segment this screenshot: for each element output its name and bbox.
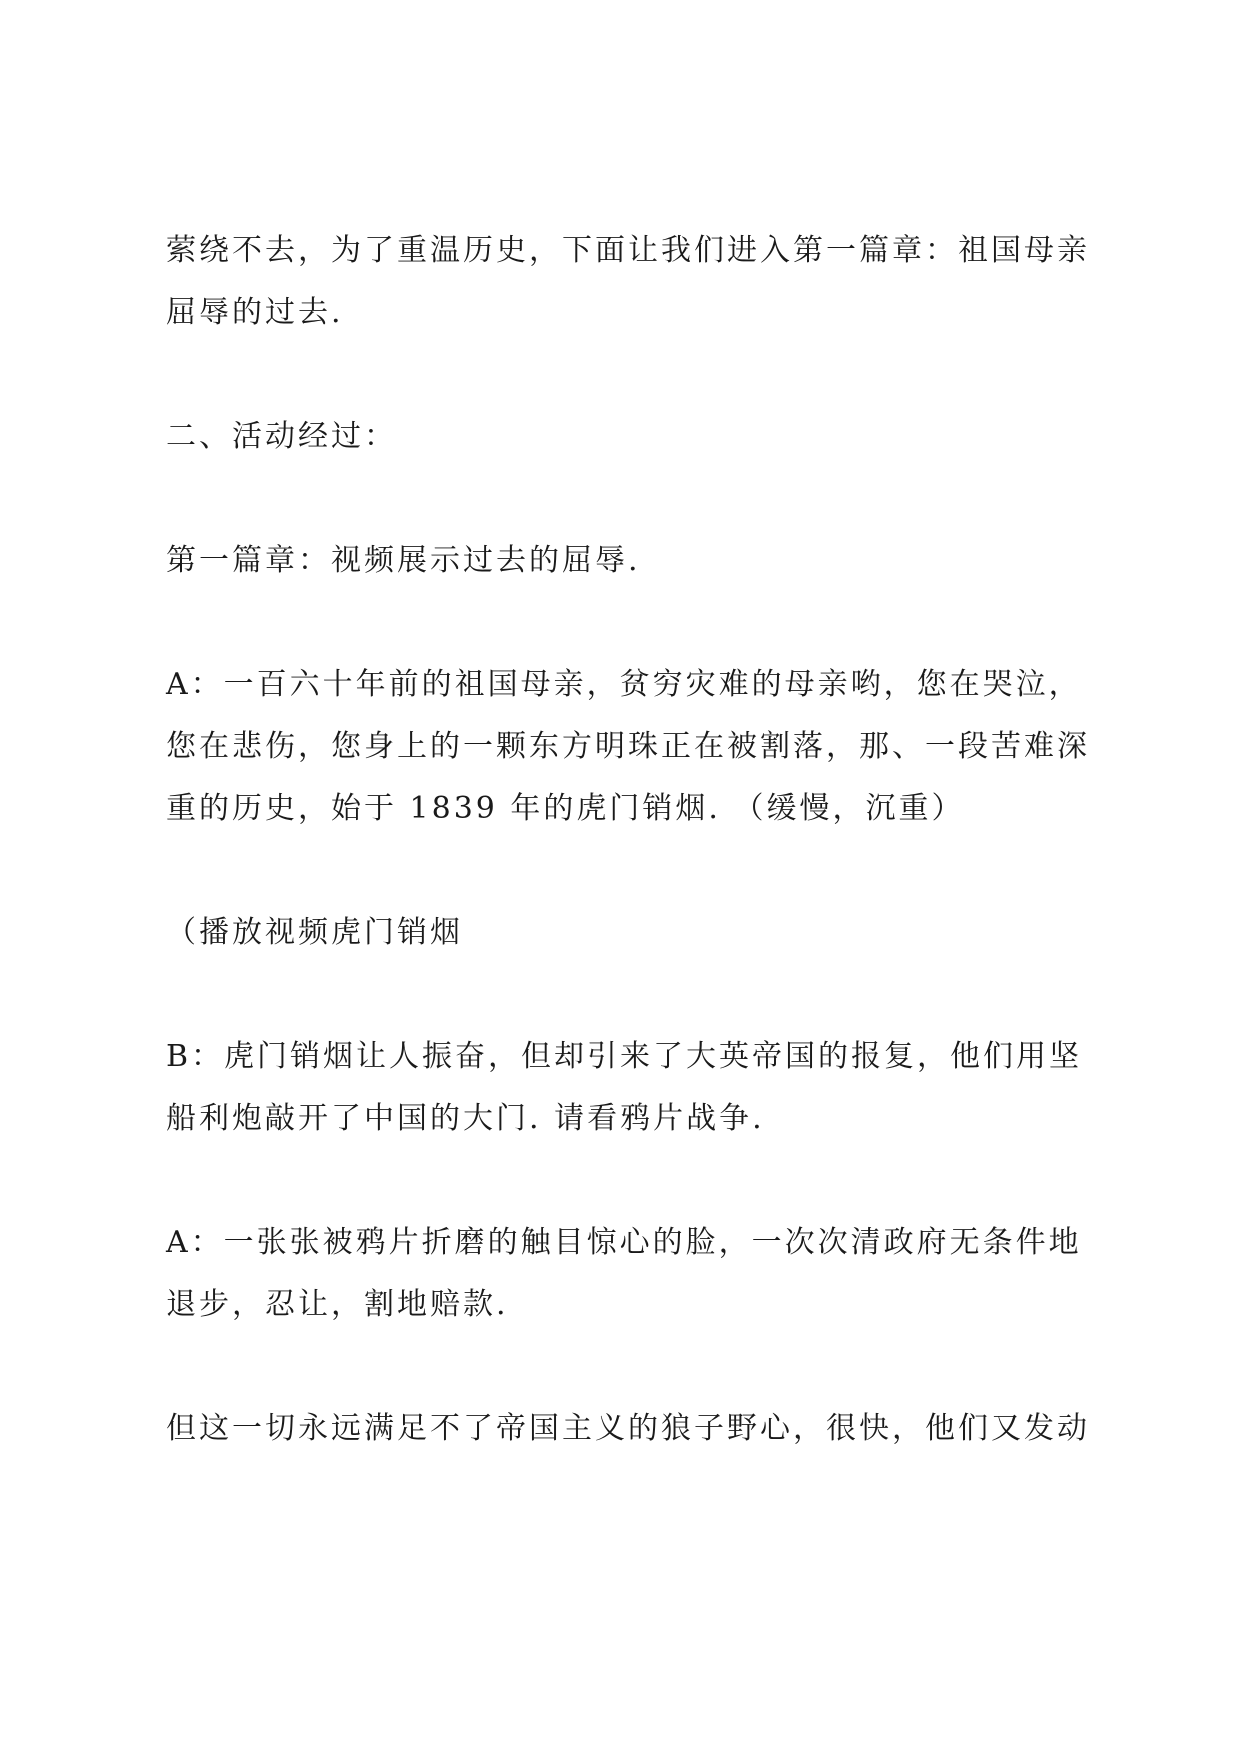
paragraph-speaker-b-1	[166, 1026, 1096, 1150]
text-line: 但这一切永远满足不了帝国主义的狼子野心，很快，他们又发动	[166, 1411, 1090, 1446]
paragraph-spacer	[166, 468, 1096, 530]
paragraph-stage-direction	[166, 902, 1096, 964]
text-line: 第一篇章：视频展示过去的屈辱.	[166, 543, 641, 578]
text-line: 重的历史，始于 1839 年的虎门销烟. （缓慢，沉重）	[166, 791, 965, 826]
paragraph-speaker-a-1	[166, 654, 1096, 840]
text-line: 船利炮敲开了中国的大门. 请看鸦片战争.	[166, 1101, 765, 1136]
chapter-heading-first	[166, 530, 1096, 592]
text-line: 屈辱的过去.	[166, 295, 344, 330]
paragraph-continuation	[166, 1398, 1096, 1460]
text-line: A：一百六十年前的祖国母亲，贫穷灾难的母亲哟，您在哭泣，	[166, 667, 1082, 702]
paragraph-spacer	[166, 1336, 1096, 1398]
paragraph-spacer	[166, 840, 1096, 902]
paragraph-intro-continuation	[166, 220, 1096, 344]
text-line: 您在悲伤，您身上的一颗东方明珠正在被割落，那、一段苦难深	[166, 729, 1090, 764]
text-line: A：一张张被鸦片折磨的触目惊心的脸，一次次清政府无条件地	[166, 1225, 1082, 1260]
text-line: 萦绕不去，为了重温历史，下面让我们进入第一篇章：祖国母亲	[166, 233, 1090, 268]
document-body	[166, 220, 1096, 1460]
text-line: 二、活动经过：	[166, 419, 397, 454]
paragraph-spacer	[166, 344, 1096, 406]
section-heading-activity-process	[166, 406, 1096, 468]
text-line: （播放视频虎门销烟	[166, 915, 463, 950]
paragraph-spacer	[166, 592, 1096, 654]
paragraph-speaker-a-2	[166, 1212, 1096, 1336]
text-line: B：虎门销烟让人振奋，但却引来了大英帝国的报复，他们用坚	[166, 1039, 1083, 1074]
text-line: 退步，忍让，割地赔款.	[166, 1287, 509, 1322]
paragraph-spacer	[166, 1150, 1096, 1212]
paragraph-spacer	[166, 964, 1096, 1026]
